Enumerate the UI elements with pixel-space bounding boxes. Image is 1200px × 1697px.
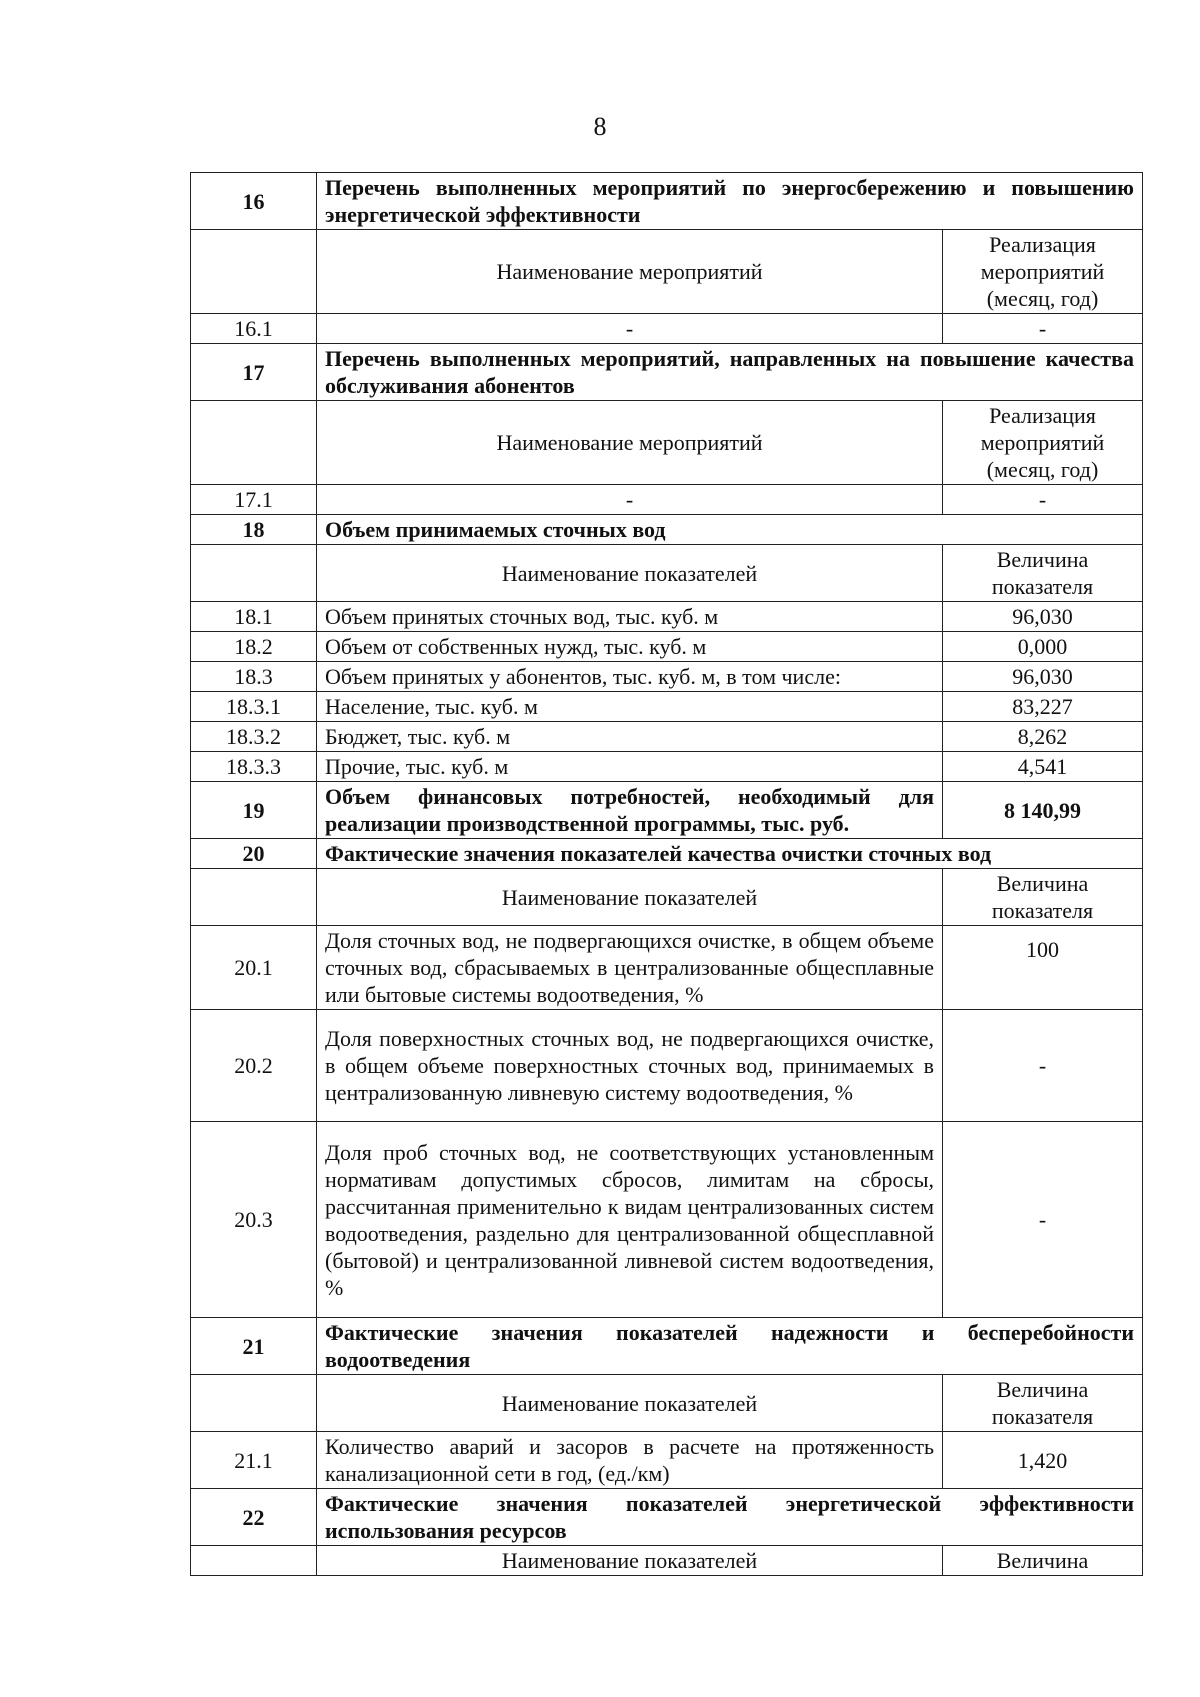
row-name: Доля сточных вод, не подвергающихся очистке, в общем объеме сточных вод, сбрасываемых в централизованные общесплавные или бытовые системы водоотведения, %: [317, 926, 943, 1010]
row-value: 96,030: [943, 662, 1143, 692]
row-number: 16.1: [191, 314, 317, 344]
row-value: 96,030: [943, 602, 1143, 632]
row-name: Население, тыс. куб. м: [317, 692, 943, 722]
section-title: Фактические значения показателей энергетической эффективности использования ресурсов: [317, 1489, 1143, 1546]
row-name: Доля проб сточных вод, не соответствующих установленным нормативам допустимых сбросов, лимитам на сбросы, рассчитанная применительно к видам централизованных систем водоотведения, раздельно для централизованной общесплавной (бытовой) и централизованной ливневой систем водоотведения, %: [317, 1122, 943, 1318]
column-header-value: Величина показателя: [943, 545, 1143, 602]
empty-cell: [191, 1546, 317, 1576]
column-header-name: Наименование мероприятий: [317, 230, 943, 314]
column-header-name: Наименование мероприятий: [317, 401, 943, 485]
row-number: 21.1: [191, 1432, 317, 1489]
column-header-value: Величина показателя: [943, 1375, 1143, 1432]
section-title: Фактические значения показателей надежности и бесперебойности водоотведения: [317, 1318, 1143, 1375]
column-header-name: Наименование показателей: [317, 1375, 943, 1432]
table-row-18-3-2: [191, 722, 1143, 752]
header-row-21: [191, 1375, 1143, 1432]
column-header-name: Наименование показателей: [317, 1546, 943, 1576]
column-header-value: Реализация мероприятий (месяц, год): [943, 230, 1143, 314]
row-value: 1,420: [943, 1432, 1143, 1489]
row-value: -: [943, 485, 1143, 515]
row-name: -: [317, 485, 943, 515]
row-name: Доля поверхностных сточных вод, не подвергающихся очистке, в общем объеме поверхностных сточных вод, принимаемых в централизованную ливневую систему водоотведения, %: [317, 1010, 943, 1122]
section-title: Перечень выполненных мероприятий по энергосбережению и повышению энергетической эффективности: [317, 173, 1143, 230]
row-number: 19: [191, 782, 317, 839]
indicators-table: [190, 172, 1143, 1576]
section-row-16: [191, 173, 1143, 230]
row-name: Объем принятых сточных вод, тыс. куб. м: [317, 602, 943, 632]
column-header-value: Величина: [943, 1546, 1143, 1576]
section-title: Перечень выполненных мероприятий, направленных на повышение качества обслуживания абонентов: [317, 344, 1143, 401]
section-title: Фактические значения показателей качества очистки сточных вод: [317, 839, 1143, 869]
row-number: 18.3.2: [191, 722, 317, 752]
row-number: 20: [191, 839, 317, 869]
table-row-20-2: [191, 1010, 1143, 1122]
table-row-18-3-3: [191, 752, 1143, 782]
row-number: 20.1: [191, 926, 317, 1010]
row-number: 18.2: [191, 632, 317, 662]
column-header-name: Наименование показателей: [317, 545, 943, 602]
row-number: 16: [191, 173, 317, 230]
table-row-18-1: [191, 602, 1143, 632]
column-header-value: Величина показателя: [943, 869, 1143, 926]
row-name: Количество аварий и засоров в расчете на протяженность канализационной сети в год, (ед./км): [317, 1432, 943, 1489]
table-row-16-1: [191, 314, 1143, 344]
section-row-21: [191, 1318, 1143, 1375]
row-name: Прочие, тыс. куб. м: [317, 752, 943, 782]
section-row-22: [191, 1489, 1143, 1546]
table-row-18-2: [191, 632, 1143, 662]
table-row-18-3-1: [191, 692, 1143, 722]
table-row-21-1: [191, 1432, 1143, 1489]
header-row-17: [191, 401, 1143, 485]
column-header-value: Реализация мероприятий (месяц, год): [943, 401, 1143, 485]
row-number: 18.3: [191, 662, 317, 692]
empty-cell: [191, 1375, 317, 1432]
row-number: 18: [191, 515, 317, 545]
row-value: -: [943, 1010, 1143, 1122]
row-value: 4,541: [943, 752, 1143, 782]
row-number: 20.2: [191, 1010, 317, 1122]
empty-cell: [191, 545, 317, 602]
table-row-18-3: [191, 662, 1143, 692]
row-number: 20.3: [191, 1122, 317, 1318]
row-number: 17: [191, 344, 317, 401]
header-row-18: [191, 545, 1143, 602]
row-number: 17.1: [191, 485, 317, 515]
row-value: -: [943, 1122, 1143, 1318]
table-row-19: [191, 782, 1143, 839]
empty-cell: [191, 230, 317, 314]
header-row-22: [191, 1546, 1143, 1576]
row-value: -: [943, 314, 1143, 344]
page-number: 8: [593, 112, 607, 141]
row-value: 8 140,99: [943, 782, 1143, 839]
row-number: 22: [191, 1489, 317, 1546]
header-row-16: [191, 230, 1143, 314]
column-header-name: Наименование показателей: [317, 869, 943, 926]
section-row-20: [191, 839, 1143, 869]
row-name: -: [317, 314, 943, 344]
section-row-17: [191, 344, 1143, 401]
row-number: 21: [191, 1318, 317, 1375]
row-value: 8,262: [943, 722, 1143, 752]
row-value: 100: [943, 926, 1143, 1010]
row-number: 18.3.3: [191, 752, 317, 782]
row-number: 18.1: [191, 602, 317, 632]
table-row-17-1: [191, 485, 1143, 515]
row-name: Объем от собственных нужд, тыс. куб. м: [317, 632, 943, 662]
section-title: Объем принимаемых сточных вод: [317, 515, 1143, 545]
empty-cell: [191, 869, 317, 926]
row-number: 18.3.1: [191, 692, 317, 722]
row-value: 83,227: [943, 692, 1143, 722]
section-row-18: [191, 515, 1143, 545]
table-row-20-3: [191, 1122, 1143, 1318]
row-name: Бюджет, тыс. куб. м: [317, 722, 943, 752]
row-value: 0,000: [943, 632, 1143, 662]
table-row-20-1: [191, 926, 1143, 1010]
header-row-20: [191, 869, 1143, 926]
row-name: Объем принятых у абонентов, тыс. куб. м, в том числе:: [317, 662, 943, 692]
row-name: Объем финансовых потребностей, необходимый для реализации производственной программы, тыс. руб.: [317, 782, 943, 839]
empty-cell: [191, 401, 317, 485]
